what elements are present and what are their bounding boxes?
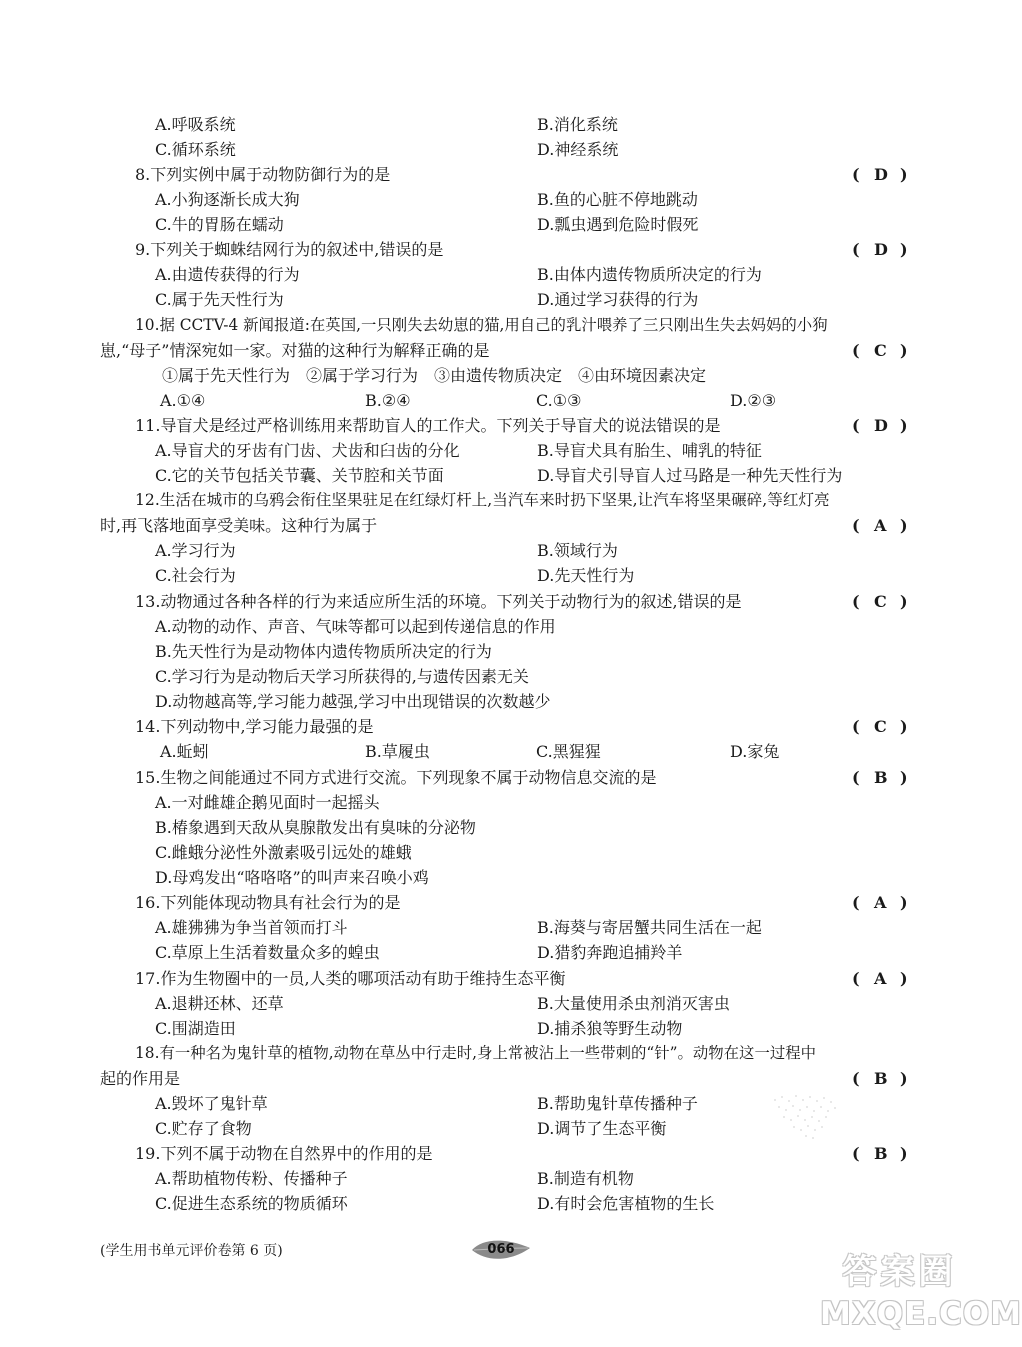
- question-19-stem: 19.下列不属于动物在自然界中的作用的是 ( B ): [0, 1141, 1000, 1166]
- option-a: A.导盲犬的牙齿有门齿、犬齿和臼齿的分化: [155, 441, 460, 460]
- option-c: C.属于先天性行为: [155, 290, 284, 309]
- option-b: B.大量使用杀虫剂消灭害虫: [537, 994, 730, 1013]
- option-a: A.帮助植物传粉、传播种子: [155, 1169, 348, 1188]
- question-11-stem: 11.导盲犬是经过严格训练用来帮助盲人的工作犬。下列关于导盲犬的说法错误的是 ( D ): [0, 413, 1000, 438]
- question-13-option-b: [0, 639, 1000, 664]
- option-d: D.调节了生态平衡: [537, 1119, 667, 1138]
- question-stem: 13.动物通过各种各样的行为来适应所生活的环境。下列关于动物行为的叙述,错误的是: [135, 592, 742, 611]
- q7-options-row-2: [0, 137, 1000, 162]
- page-number-badge: [470, 1236, 532, 1264]
- question-15-option-d: [0, 865, 1000, 890]
- answer-value: D: [874, 416, 888, 435]
- option-c: C.贮存了食物: [155, 1119, 252, 1138]
- option-a: A.①④: [160, 391, 206, 410]
- option-a: A.毁坏了鬼针草: [155, 1094, 268, 1113]
- option-a: A.退耕还林、还草: [155, 994, 284, 1013]
- option-d: D.猎豹奔跑追捕羚羊: [537, 943, 683, 962]
- question-19-options-row-1: [0, 1166, 1000, 1191]
- option-a: A.一对雌雄企鹅见面时一起摇头: [155, 793, 380, 812]
- option-d: D.有时会危害植物的生长: [537, 1194, 715, 1213]
- option-c: C.雌蛾分泌性外激素吸引远处的雄蛾: [155, 843, 412, 862]
- question-17-options-row-1: [0, 991, 1000, 1016]
- question-13-option-d: [0, 689, 1000, 714]
- page-number: 066: [487, 1242, 515, 1257]
- answer-value: D: [874, 165, 888, 184]
- option-b: B.领域行为: [537, 541, 618, 560]
- question-12-options-row-1: [0, 538, 1000, 563]
- option-a: A.动物的动作、声音、气味等都可以起到传递信息的作用: [155, 617, 556, 636]
- option-d: D.通过学习获得的行为: [537, 290, 699, 309]
- question-stem-continued: 起的作用是: [100, 1069, 181, 1088]
- question-stem: 9.下列关于蜘蛛结网行为的叙述中,错误的是: [135, 240, 444, 259]
- question-14-stem: 14.下列动物中,学习能力最强的是 ( C ): [0, 714, 1000, 739]
- option-b: B.椿象遇到天敌从臭腺散发出有臭味的分泌物: [155, 818, 476, 837]
- option-c: C.学习行为是动物后天学习所获得的,与遗传因素无关: [155, 667, 529, 686]
- option-d: D.动物越高等,学习能力越强,学习中出现错误的次数越少: [155, 692, 551, 711]
- answer-value: A: [874, 969, 887, 988]
- option-a: A.雄狒狒为争当首领而打斗: [155, 918, 348, 937]
- question-18-stem-line-1: [0, 1041, 1000, 1066]
- answer-value: A: [874, 516, 887, 535]
- question-9-options-row-1: [0, 262, 1000, 287]
- question-stem: 18.有一种名为鬼针草的植物,动物在草丛中行走时,身上常被沾上一些带刺的“针”。动物在这一过程中: [135, 1044, 817, 1062]
- watermark-logo: [812, 1252, 987, 1292]
- option-d: D.导盲犬引导盲人过马路是一种先天性行为: [537, 466, 843, 485]
- question-13-stem: 13.动物通过各种各样的行为来适应所生活的环境。下列关于动物行为的叙述,错误的是 ( C ): [0, 589, 1000, 614]
- option-d: D.母鸡发出“咯咯咯”的叫声来召唤小鸡: [155, 868, 429, 887]
- watermark-title: 答案圈: [842, 1252, 957, 1292]
- option-b: B.帮助鬼针草传播种子: [537, 1094, 698, 1113]
- answer-value: C: [874, 717, 887, 736]
- question-10-options: [0, 388, 1000, 413]
- question-18-options-row-1: [0, 1091, 1000, 1116]
- option-d: D.家兔: [730, 742, 780, 761]
- option-c: C.促进生态系统的物质循环: [155, 1194, 348, 1213]
- question-9-options-row-2: [0, 287, 1000, 312]
- option-c: C.社会行为: [155, 566, 236, 585]
- question-15-option-b: [0, 815, 1000, 840]
- option-c: C.它的关节包括关节囊、关节腔和关节面: [155, 466, 444, 485]
- question-stem: 14.下列动物中,学习能力最强的是: [135, 717, 374, 736]
- question-9-stem: 9.下列关于蜘蛛结网行为的叙述中,错误的是 ( D ): [0, 237, 1000, 262]
- option-d: D.先天性行为: [537, 566, 635, 585]
- question-15-option-c: [0, 840, 1000, 865]
- question-14-options: [0, 739, 1000, 764]
- answer-value: B: [874, 1144, 888, 1163]
- question-stem: 19.下列不属于动物在自然界中的作用的是: [135, 1144, 433, 1163]
- question-10-stem-line-2: 崽,“母子”情深宛如一家。对猫的这种行为解释正确的是 ( C ): [0, 338, 1000, 363]
- question-stem: 17.作为生物圈中的一员,人类的哪项活动有助于维持生态平衡: [135, 969, 566, 988]
- answer-value: B: [874, 768, 888, 787]
- question-8-options-row-2: [0, 212, 1000, 237]
- question-stem: 15.生物之间能通过不同方式进行交流。下列现象不属于动物信息交流的是: [135, 768, 657, 787]
- question-16-options-row-2: [0, 940, 1000, 965]
- statement-list: ①属于先天性行为 ②属于学习行为 ③由遗传物质决定 ④由环境因素决定: [162, 366, 707, 385]
- option-c: C.草原上生活着数量众多的蝗虫: [155, 943, 380, 962]
- option-b: B.消化系统: [537, 115, 618, 134]
- answer-value: C: [874, 341, 887, 360]
- option-b: B.导盲犬具有胎生、哺乳的特征: [537, 441, 762, 460]
- answer-value: A: [874, 893, 887, 912]
- option-b: B.由体内遗传物质所决定的行为: [537, 265, 762, 284]
- answer-value: C: [874, 592, 887, 611]
- option-c: C.围湖造田: [155, 1019, 236, 1038]
- question-stem-continued: 时,再飞落地面享受美味。这种行为属于: [100, 516, 378, 535]
- option-b: B.鱼的心脏不停地跳动: [537, 190, 698, 209]
- speckle-decoration: [770, 1092, 840, 1142]
- question-11-options-row-2: [0, 463, 1000, 488]
- question-15-stem: 15.生物之间能通过不同方式进行交流。下列现象不属于动物信息交流的是 ( B ): [0, 765, 1000, 790]
- question-15-option-a: [0, 790, 1000, 815]
- question-17-options-row-2: [0, 1016, 1000, 1041]
- question-10-stem-line-1: [0, 313, 1000, 338]
- option-b: B.草履虫: [365, 742, 430, 761]
- option-a: A.呼吸系统: [155, 115, 236, 134]
- question-12-stem-line-2: 时,再飞落地面享受美味。这种行为属于 ( A ): [0, 513, 1000, 538]
- option-d: D.捕杀狼等野生动物: [537, 1019, 683, 1038]
- option-a: A.学习行为: [155, 541, 236, 560]
- question-stem: 16.下列能体现动物具有社会行为的是: [135, 893, 401, 912]
- question-12-options-row-2: [0, 563, 1000, 588]
- question-18-stem-line-2: 起的作用是 ( B ): [0, 1066, 1000, 1091]
- answer-value: D: [874, 240, 888, 259]
- option-b: B.②④: [365, 391, 411, 410]
- option-c: C.①③: [536, 391, 582, 410]
- question-16-stem: 16.下列能体现动物具有社会行为的是 ( A ): [0, 890, 1000, 915]
- question-11-options-row-1: [0, 438, 1000, 463]
- option-d: D.神经系统: [537, 140, 619, 159]
- answer-value: B: [874, 1069, 888, 1088]
- option-a: A.由遗传获得的行为: [155, 265, 300, 284]
- q7-options-row-1: [0, 112, 1000, 137]
- question-stem: 11.导盲犬是经过严格训练用来帮助盲人的工作犬。下列关于导盲犬的说法错误的是: [135, 416, 721, 435]
- watermark-url: MXQE.COM: [820, 1296, 1022, 1332]
- option-d: D.瓢虫遇到危险时假死: [537, 215, 699, 234]
- footer-source: (学生用书单元评价卷第 6 页): [100, 1243, 283, 1259]
- option-b: B.海葵与寄居蟹共同生活在一起: [537, 918, 762, 937]
- option-a: A.小狗逐渐长成大狗: [155, 190, 300, 209]
- question-8-options-row-1: [0, 187, 1000, 212]
- option-c: C.循环系统: [155, 140, 236, 159]
- question-stem: 10.据 CCTV-4 新闻报道:在英国,一只刚失去幼崽的猫,用自己的乳汁喂养了三只刚出生失去妈妈的小狗: [135, 316, 828, 334]
- question-13-option-a: [0, 614, 1000, 639]
- option-d: D.②③: [730, 391, 777, 410]
- question-12-stem-line-1: [0, 488, 1000, 513]
- question-17-stem: 17.作为生物圈中的一员,人类的哪项活动有助于维持生态平衡 ( A ): [0, 966, 1000, 991]
- question-stem-continued: 崽,“母子”情深宛如一家。对猫的这种行为解释正确的是: [100, 341, 490, 360]
- option-c: C.黑猩猩: [536, 742, 601, 761]
- option-c: C.牛的胃肠在蠕动: [155, 215, 284, 234]
- question-16-options-row-1: [0, 915, 1000, 940]
- question-13-option-c: [0, 664, 1000, 689]
- question-stem: 8.下列实例中属于动物防御行为的是: [135, 165, 391, 184]
- question-stem: 12.生活在城市的乌鸦会衔住坚果驻足在红绿灯杆上,当汽车来时扔下坚果,让汽车将坚果碾碎,等红灯亮: [135, 491, 830, 509]
- option-b: B.制造有机物: [537, 1169, 634, 1188]
- question-19-options-row-2: [0, 1191, 1000, 1216]
- question-10-statements: [0, 363, 1000, 388]
- question-8-stem: 8.下列实例中属于动物防御行为的是 ( D ): [0, 162, 1000, 187]
- option-b: B.先天性行为是动物体内遗传物质所决定的行为: [155, 642, 492, 661]
- option-a: A.蚯蚓: [160, 742, 209, 761]
- question-18-options-row-2: [0, 1116, 1000, 1141]
